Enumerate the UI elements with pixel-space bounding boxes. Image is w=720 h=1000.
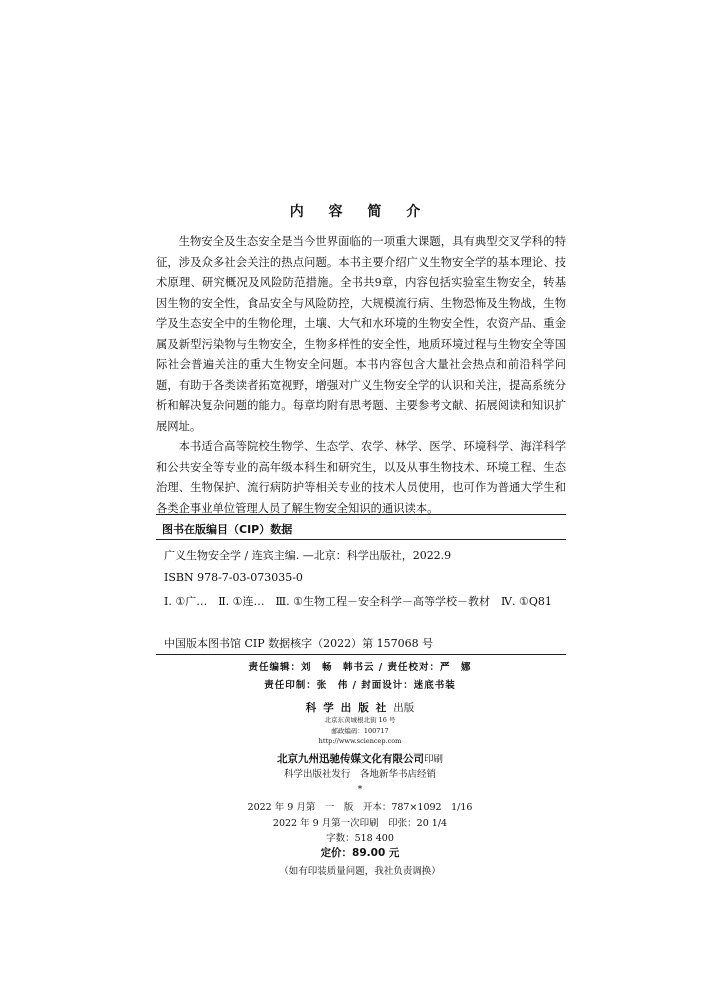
cip-bottom-rule	[156, 654, 566, 655]
separator-star: *	[357, 784, 363, 795]
printer-suffix: 印刷	[423, 754, 443, 765]
distribution-line: 科学出版社发行 各地新华书店经销	[283, 769, 436, 780]
printer-name: 北京九州迅驰传媒文化有限公司	[276, 753, 424, 765]
book-summary	[156, 232, 566, 519]
word-count: 字数：518 400	[326, 833, 394, 844]
publisher-suffix: 出版	[393, 702, 415, 714]
printing-line: 2022 年 9 月第一次印刷 印张：20 1/4	[272, 818, 448, 829]
edition-line: 2022 年 9 月第 一 版 开本：787×1092 1/16	[247, 802, 473, 813]
cip-isbn: ISBN 978-7-03-073035-0	[164, 571, 303, 584]
cip-record-number: 中国版本图书馆 CIP 数据核字（2022）第 157068 号	[164, 637, 434, 650]
quality-notice: （如有印装质量问题，我社负责调换）	[279, 866, 441, 877]
summary-paragraph-1: 生物安全及生态安全是当今世界面临的一项重大课题，具有典型交叉学科的特征，涉及众多社会关注的热点问题。本书主要介绍广义生物安全学的基本理论、技术原理、研究概况及风险防范措施。全书共9章，内容包括实验室生物安全，转基因生物的安全性，食品安全与风险防控，大规模流行病、生物恐怖及生物战，生物学及生态安全中的生物伦理，土壤、大气和水环境的生物安全性，农资产品、重金属及新型污染物与生物安全，生物多样性的安全性，地质环境过程与生物安全等国际社会普遍关注的重大生物安全问题。本书内容包含大量社会热点和前沿科学问题，有助于各类读者拓宽视野，增强对广义生物安全学的认识和关注，提高系统分析和解决复杂问题的能力。每章均附有思考题、主要参考文献、拓展阅读和知识扩展网址。	[156, 235, 566, 433]
cip-heading: 图书在版编目（CIP）数据	[162, 523, 293, 536]
cip-top-rule	[156, 514, 566, 515]
publisher-name: 科学出版社	[305, 702, 394, 714]
cip-title-line: 广义生物安全学 / 连宾主编. —北京：科学出版社，2022.9	[164, 549, 452, 562]
publisher-postcode: 邮政编码：100717	[331, 727, 389, 735]
summary-paragraph-2: 本书适合高等院校生物学、生态学、农学、林学、医学、环境科学、海洋科学和公共安全等专业的高年级本科生和研究生，以及从事生物技术、环境工程、生态治理、生物保护、流行病防护等相关专业的技术人员使用，也可作为普通大学生和各类企事业单位管理人员了解生物安全知识的通识读本。	[156, 440, 566, 515]
publisher-website: http://www.sciencep.com	[318, 737, 402, 745]
editor-credits: 责任编辑：刘 畅 韩书云 / 责任校对：严 娜	[248, 662, 472, 673]
price: 定价：89.00 元	[320, 847, 400, 859]
printer-line	[0, 747, 720, 766]
cip-classification: Ⅰ. ①广… Ⅱ. ①连… Ⅲ. ①生物工程－安全科学－高等学校－教材 Ⅳ. ①Q81	[164, 595, 552, 608]
cip-heading-rule	[156, 539, 566, 540]
section-heading: 内 容 简 介	[289, 204, 431, 220]
production-credits: 责任印制：张 伟 / 封面设计：迷底书装	[264, 680, 456, 691]
publisher-line	[0, 696, 720, 715]
publisher-address: 北京东黄城根北街 16 号	[324, 716, 396, 724]
